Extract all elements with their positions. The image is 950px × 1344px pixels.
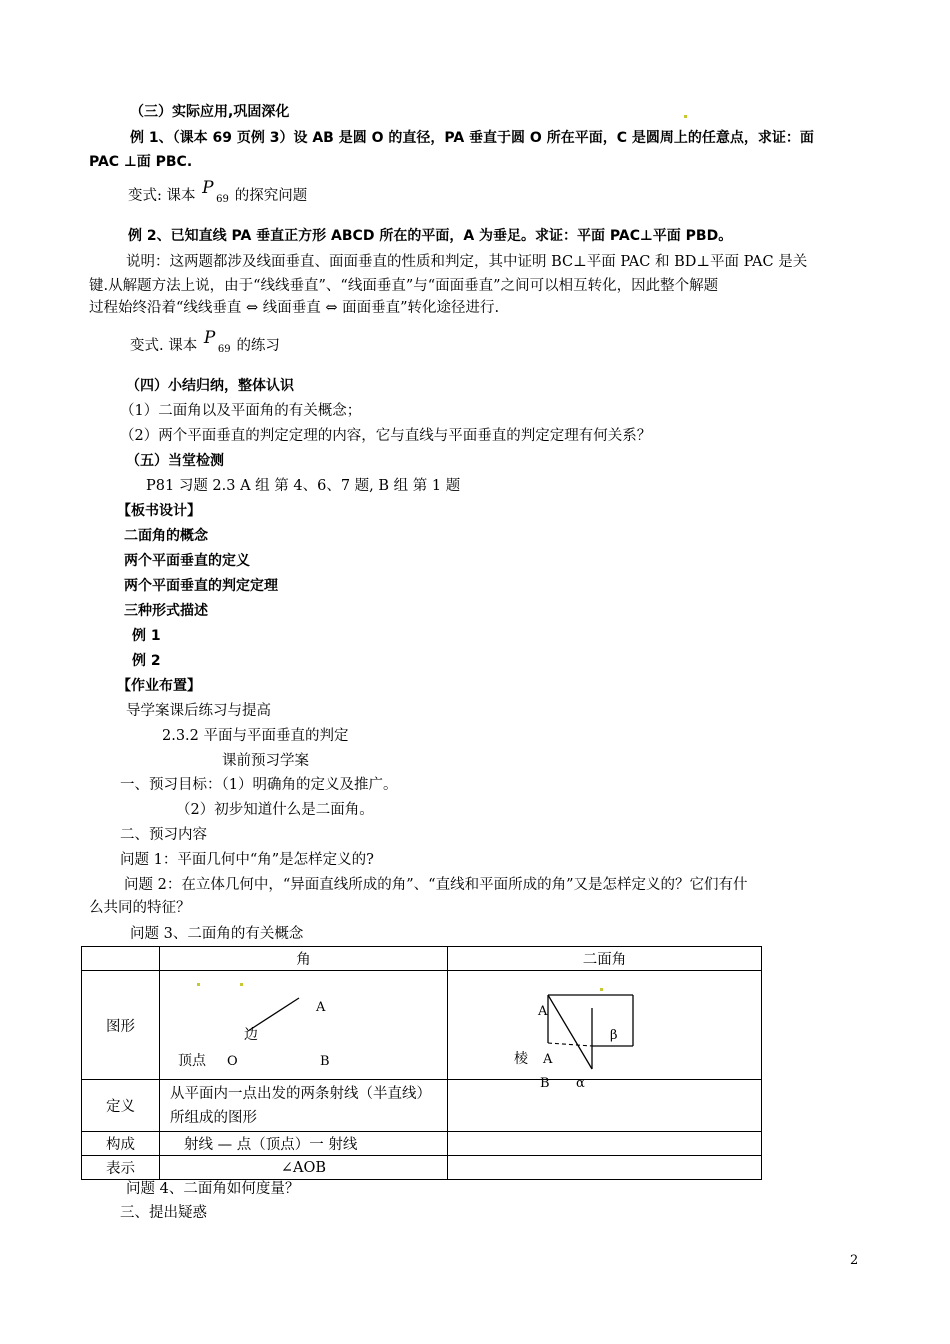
variant2-prefix: 变式. 课本 bbox=[130, 338, 198, 354]
p69-symbol-2: P 69 bbox=[203, 328, 231, 355]
question3: 问题 3、二面角的有关概念 bbox=[130, 926, 304, 942]
table-row bbox=[82, 1132, 762, 1156]
header-cell: 角 bbox=[160, 947, 448, 971]
variant2-suffix: 的练习 bbox=[236, 338, 280, 354]
label-beta: β bbox=[610, 1028, 618, 1043]
label-a-mid: A bbox=[543, 1052, 553, 1067]
dihedral-figure bbox=[448, 971, 761, 1091]
board-item: 二面角的概念 bbox=[124, 528, 208, 544]
question4: 问题 4、二面角如何度量？ bbox=[126, 1181, 300, 1197]
label-edge: 棱 bbox=[514, 1051, 528, 1067]
preview-content-title: 二、预习内容 bbox=[120, 827, 207, 843]
label-o: O bbox=[227, 1054, 238, 1069]
question2-line2: 么共同的特征？ bbox=[89, 900, 191, 916]
label-a-top: A bbox=[538, 1004, 548, 1019]
dihedral-composition bbox=[448, 1132, 762, 1156]
preview-subheading: 课前预习学案 bbox=[222, 753, 309, 769]
variant1-prefix: 变式: 课本 bbox=[128, 188, 196, 204]
header-cell: 二面角 bbox=[448, 947, 762, 971]
label-a: A bbox=[316, 1000, 326, 1015]
section4-title: （四）小结归纳，整体认识 bbox=[126, 378, 294, 394]
scan-dot bbox=[684, 115, 687, 118]
table-row bbox=[82, 971, 762, 1080]
variant1-suffix: 的探究问题 bbox=[234, 188, 308, 204]
dihedral-notation bbox=[448, 1156, 762, 1180]
board-title: 【板书设计】 bbox=[117, 503, 201, 519]
table-header-row bbox=[82, 947, 762, 971]
variant2 bbox=[130, 330, 280, 356]
row-label: 构成 bbox=[82, 1132, 160, 1156]
question2-line1: 问题 2：在立体几何中，“异面直线所成的角”、“直线和平面所成的角”又是怎样定义的？它们有什 bbox=[124, 877, 748, 893]
angle-definition: 从平面内一点出发的两条射线（半直线）所组成的图形 bbox=[160, 1080, 448, 1132]
row-label: 表示 bbox=[82, 1156, 160, 1180]
section5-text: P81 习题 2.3 A 组 第 4、6、7 题, B 组 第 1 题 bbox=[146, 478, 461, 494]
label-vertex: 顶点 bbox=[178, 1053, 206, 1069]
row-label: 定义 bbox=[82, 1080, 160, 1132]
section5-title: （五）当堂检测 bbox=[126, 453, 224, 469]
board-item: 两个平面垂直的定义 bbox=[124, 553, 250, 569]
board-example1: 例 1 bbox=[132, 628, 161, 644]
section4-item2: （2）两个平面垂直的判定定理的内容，它与直线与平面垂直的判定定理有何关系？ bbox=[120, 428, 652, 444]
concept-table bbox=[81, 946, 762, 1180]
preview-goal1: 一、预习目标：（1）明确角的定义及推广。 bbox=[120, 777, 398, 793]
page-number: 2 bbox=[850, 1253, 859, 1268]
label-alpha: α bbox=[576, 1076, 585, 1091]
homework-text: 导学案课后练习与提高 bbox=[126, 703, 271, 719]
question1: 问题 1：平面几何中“角”是怎样定义的? bbox=[120, 852, 374, 868]
angle-figure bbox=[160, 971, 447, 1075]
dihedral-definition bbox=[448, 1080, 762, 1132]
board-item: 两个平面垂直的判定定理 bbox=[124, 578, 278, 594]
row-label: 图形 bbox=[82, 971, 160, 1080]
dihedral-figure-cell bbox=[448, 971, 762, 1091]
example1-line2: PAC ⊥面 PBC. bbox=[89, 154, 193, 170]
scan-dot bbox=[600, 988, 603, 991]
angle-composition: 射线 — 点（顶点）一 射线 bbox=[160, 1132, 448, 1156]
board-example2: 例 2 bbox=[132, 653, 161, 669]
hidden-edge bbox=[548, 1043, 592, 1046]
table-row bbox=[82, 1156, 762, 1180]
example1-line1: 例 1、（课本 69 页例 3）设 AB 是圆 O 的直径，PA 垂直于圆 O 所在平面，C 是圆周上的任意点，求证：面 bbox=[130, 130, 814, 146]
label-b: B bbox=[320, 1054, 330, 1069]
scan-dot bbox=[197, 983, 200, 986]
angle-notation: ∠AOB bbox=[160, 1156, 448, 1180]
header-cell bbox=[82, 947, 160, 971]
homework-title: 【作业布置】 bbox=[117, 678, 201, 694]
angle-figure-cell bbox=[160, 971, 448, 1080]
scan-dot bbox=[240, 983, 243, 986]
variant1 bbox=[128, 180, 307, 206]
table-row bbox=[82, 1080, 762, 1132]
preview-goal2: （2）初步知道什么是二面角。 bbox=[176, 802, 374, 818]
doubts: 三、提出疑惑 bbox=[120, 1205, 207, 1221]
plane-alpha-edge bbox=[548, 995, 592, 1069]
p69-symbol: P 69 bbox=[202, 178, 229, 205]
note-line1: 说明：这两题都涉及线面垂直、面面垂直的性质和判定，其中证明 BC⊥平面 PAC 和 BD⊥平面 PAC 是关 bbox=[126, 254, 808, 270]
label-b: B bbox=[540, 1076, 550, 1091]
label-edge1: 边 bbox=[244, 1027, 258, 1043]
section4-item1: （1）二面角以及平面角的有关概念； bbox=[120, 403, 362, 419]
note-line2: 键.从解题方法上说，由于“线线垂直”、“线面垂直”与“面面垂直”之间可以相互转化，因此整个解题 bbox=[89, 278, 719, 294]
example2: 例 2、已知直线 PA 垂直正方形 ABCD 所在的平面，A 为垂足。求证：平面 PAC⊥平面 PBD。 bbox=[128, 228, 733, 244]
board-item: 三种形式描述 bbox=[124, 603, 208, 619]
note-line3: 过程始终沿着“线线垂直 ⇔ 线面垂直 ⇔ 面面垂直”转化途径进行. bbox=[89, 300, 500, 316]
section3-title: （三）实际应用,巩固深化 bbox=[130, 104, 290, 120]
preview-heading: 2.3.2 平面与平面垂直的判定 bbox=[162, 728, 349, 744]
